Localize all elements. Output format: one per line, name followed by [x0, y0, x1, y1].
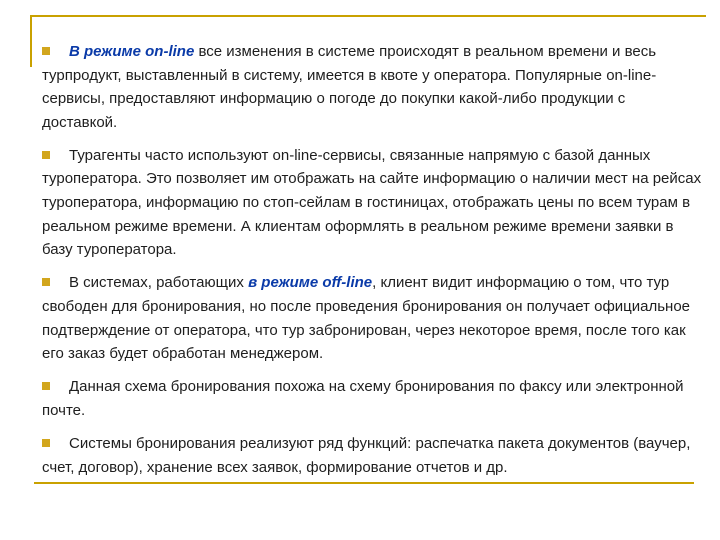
bullet-text-before: В системах, работающих: [69, 274, 249, 292]
square-bullet-icon: [42, 278, 50, 286]
online-mode-term: В режиме on-line: [69, 43, 195, 60]
square-bullet-icon: [42, 151, 50, 159]
bullet-text: Системы бронирования реализуют ряд функций: распечатка пакета документов (ваучер, счет, договор), хранение всех заявок, формирование отчетов и др.: [42, 434, 691, 476]
bullet-paragraph-1: [42, 40, 704, 134]
bullet-paragraph-3: [42, 271, 704, 365]
bullet-text-after: , клиент видит информацию о том, что тур свободен для бронирования, но после проведения бронирования он получает официальное подтверждение от оператора, что тур забронирован, через некоторое время, после того как его заказ будет обработан менеджером.: [42, 274, 691, 363]
bottom-rule: [34, 482, 694, 484]
bullet-paragraph-4: [42, 375, 704, 422]
top-rule: [30, 15, 706, 17]
slide-body: [42, 40, 704, 489]
square-bullet-icon: [42, 382, 50, 390]
bullet-text: все изменения в системе происходят в реальном времени и весь турпродукт, выставленный в систему, имеется в квоте у оператора. Популярные on-line-сервисы, предоставляют информацию о погоде до покупки какой-либо продукции с доставкой.: [42, 43, 657, 131]
square-bullet-icon: [42, 47, 50, 55]
bullet-text: Турагенты часто используют on-line-сервисы, связанные напрямую с базой данных туроператора. Это позволяет им отображать на сайте информацию о наличии мест на рейсах туроператора, информацию по стоп-сейлам в гостиницах, отображать цены по всем турам в реальном режиме времени. А клиентам оформлять в реальном режиме времени заявки в базу туроператора.: [42, 146, 702, 259]
bullet-paragraph-5: [42, 432, 704, 479]
offline-mode-term: в режиме off-line: [248, 274, 373, 292]
bullet-text: Данная схема бронирования похожа на схему бронирования по факсу или электронной почте.: [42, 378, 684, 419]
square-bullet-icon: [42, 439, 50, 447]
bullet-paragraph-2: [42, 144, 704, 262]
